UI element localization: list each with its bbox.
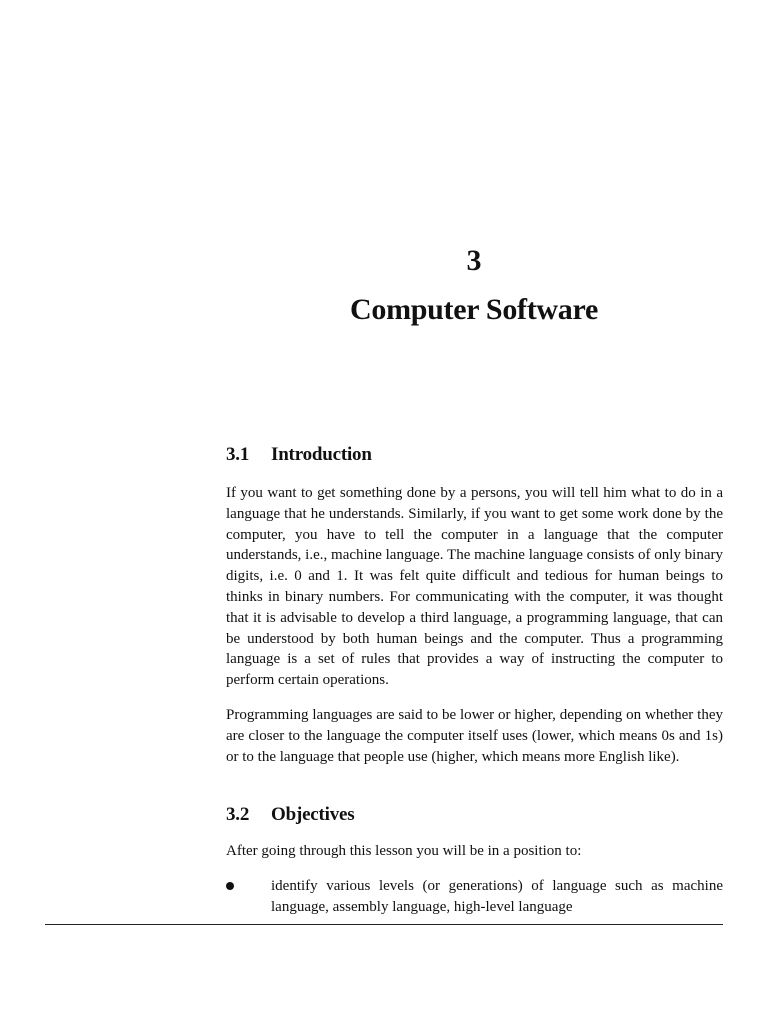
- chapter-title: Computer Software: [350, 293, 598, 326]
- bullet-text: identify various levels (or generations) of language such as machine language, assembly language, high-level language: [271, 878, 723, 915]
- section-title: Objectives: [271, 804, 355, 825]
- footer-rule: [45, 924, 723, 925]
- bullet-icon: [226, 882, 234, 890]
- objectives-bullet-item: [226, 876, 723, 918]
- section-heading-introduction: [226, 443, 372, 467]
- objectives-intro: After going through this lesson you will be in a position to:: [226, 843, 582, 859]
- section-title: Introduction: [271, 444, 372, 465]
- section-number: 3.1: [226, 444, 250, 465]
- section-heading-objectives: [226, 803, 354, 827]
- introduction-paragraph-1: If you want to get something done by a persons, you will tell him what to do in a language that he understands. Similarly, if you want to get some work done by the computer, you have to tell the computer in a language that the computer understands, i.e., machine language. The machine language consists of only binary digits, i.e. 0 and 1. It was felt quite difficult and tedious for human beings to thinks in binary numbers. For communicating with the computer, it was thought that it is advisable to develop a third language, a programming language, that can be understood by both human beings and the computer. Thus a programming language is a set of rules that provides a way of instructing the computer to perform certain operations.: [226, 485, 723, 689]
- chapter-number: 3: [466, 244, 482, 277]
- introduction-paragraph-2: Programming languages are said to be lower or higher, depending on whether they are closer to the language the computer itself uses (lower, which means 0s and 1s) or to the language that people use (higher, which means more English like).: [226, 707, 723, 765]
- section-number: 3.2: [226, 804, 250, 825]
